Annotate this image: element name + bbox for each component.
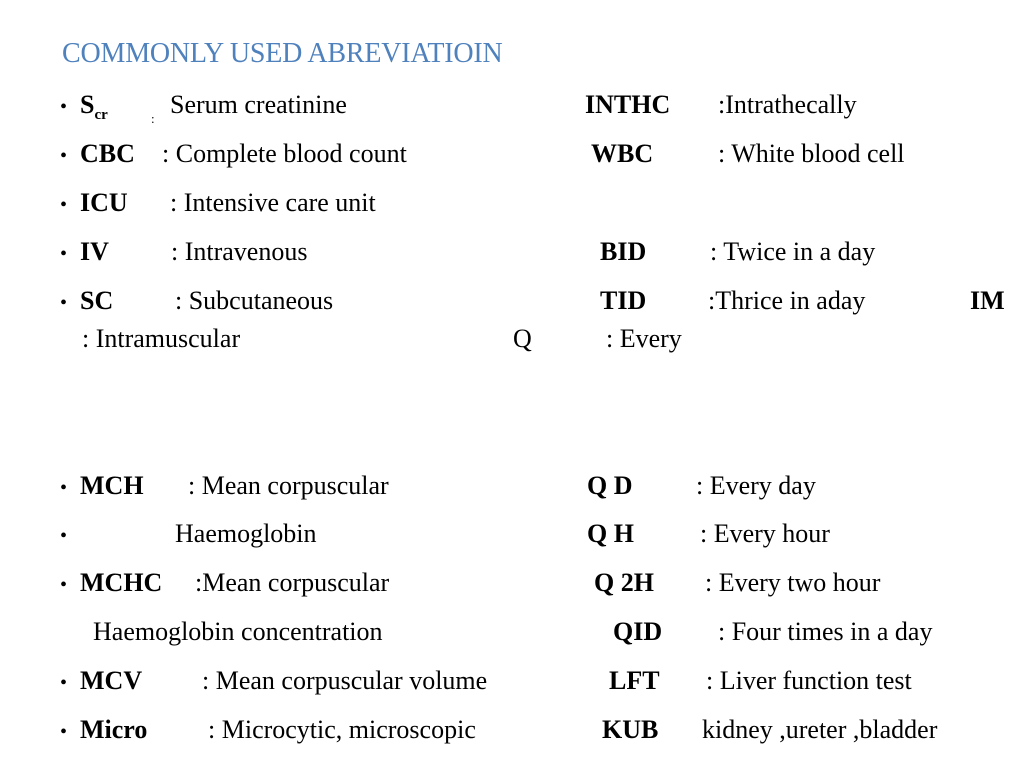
desc-qh: : Every hour	[700, 519, 830, 548]
abbr-qd: Q D	[587, 471, 633, 500]
bullet-icon: •	[60, 292, 68, 314]
abbr-cbc: CBC	[80, 139, 135, 168]
abbr-tid: TID	[600, 286, 647, 315]
desc-mch-cont: Haemoglobin	[175, 519, 317, 548]
abbr-bid: BID	[600, 237, 647, 266]
abbr-q2h: Q 2H	[594, 568, 654, 597]
abbr-lft: LFT	[609, 666, 660, 695]
desc-kub: kidney ,ureter ,bladder	[702, 715, 938, 744]
abbr-scr-main: S	[80, 90, 95, 119]
desc-inthc: :Intrathecally	[718, 90, 857, 119]
abbr-scr-subscript: cr	[94, 107, 108, 123]
desc-bid: : Twice in a day	[710, 237, 876, 266]
desc-q: : Every	[606, 324, 682, 353]
desc-qid: : Four times in a day	[718, 617, 933, 646]
bullet-icon: •	[60, 194, 68, 216]
abbr-mch: MCH	[80, 471, 144, 500]
abbr-icu: ICU	[80, 188, 128, 217]
desc-wbc: : White blood cell	[718, 139, 905, 168]
desc-mcv: : Mean corpuscular volume	[202, 666, 488, 695]
abbr-im: IM	[970, 286, 1005, 315]
desc-im: : Intramuscular	[82, 324, 241, 353]
desc-sc: : Subcutaneous	[175, 286, 334, 315]
desc-lft: : Liver function test	[706, 666, 912, 695]
desc-iv: : Intravenous	[171, 237, 308, 266]
abbr-wbc: WBC	[591, 139, 654, 168]
slide-title: COMMONLY USED ABREVIATIOIN	[62, 38, 503, 69]
bullet-icon: •	[60, 243, 68, 265]
abbr-iv: IV	[80, 237, 109, 266]
bullet-icon: •	[60, 96, 68, 118]
bullet-icon: •	[60, 672, 68, 694]
abbr-qid: QID	[613, 617, 663, 646]
abbr-mchc: MCHC	[80, 568, 163, 597]
abbr-q: Q	[513, 324, 532, 353]
desc-q2h: : Every two hour	[705, 568, 881, 597]
abbr-micro: Micro	[80, 715, 148, 744]
abbr-sc: SC	[80, 286, 114, 315]
bullet-icon: •	[60, 525, 68, 547]
bullet-icon: •	[60, 721, 68, 743]
bullet-icon: •	[60, 145, 68, 167]
abbr-mcv: MCV	[80, 666, 143, 695]
desc-cbc: : Complete blood count	[162, 139, 407, 168]
desc-icu: : Intensive care unit	[170, 188, 376, 217]
abbr-inthc: INTHC	[585, 90, 671, 119]
desc-mchc: :Mean corpuscular	[195, 568, 390, 597]
scr-separator: :	[151, 111, 155, 126]
bullet-icon: •	[60, 477, 68, 499]
abbr-kub: KUB	[602, 715, 659, 744]
bullet-icon: •	[60, 574, 68, 596]
desc-qd: : Every day	[696, 471, 816, 500]
abbr-qh: Q H	[587, 519, 634, 548]
desc-mchc-cont: Haemoglobin concentration	[93, 617, 383, 646]
desc-micro: : Microcytic, microscopic	[208, 715, 476, 744]
desc-mch: : Mean corpuscular	[188, 471, 389, 500]
desc-scr: Serum creatinine	[170, 90, 347, 119]
desc-tid: :Thrice in aday	[708, 286, 866, 315]
abbr-scr	[80, 92, 108, 123]
